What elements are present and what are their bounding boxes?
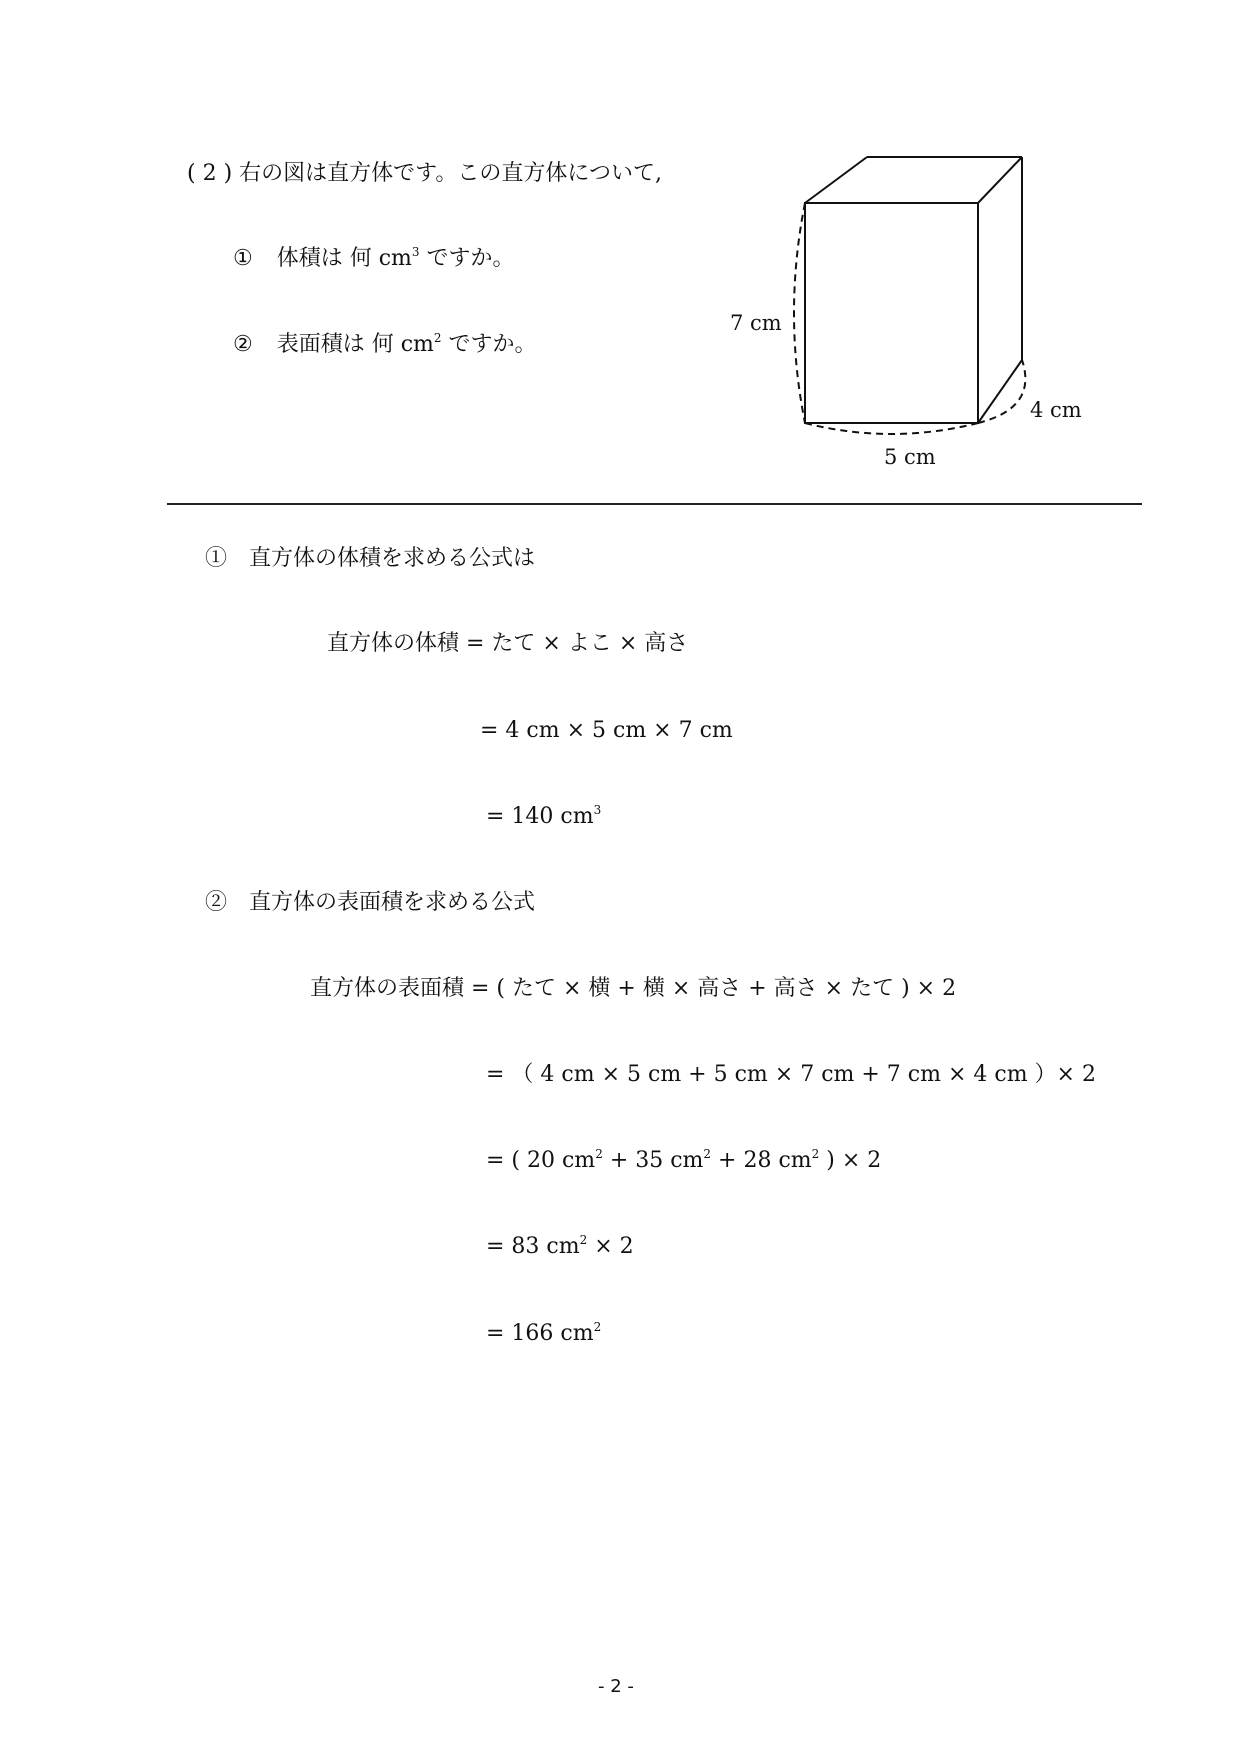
answer2-step3-part-a: = 83 cm	[486, 1234, 580, 1259]
cuboid-top-right-edge	[978, 157, 1022, 203]
height-label: 7 cm	[730, 311, 782, 335]
width-label: 5 cm	[884, 445, 936, 469]
answer2-step1: = （ 4 cm × 5 cm + 5 cm × 7 cm + 7 cm × 4 cm ）× 2	[486, 1062, 1096, 1087]
answer2-step2	[486, 1147, 881, 1175]
answer1-step1: = 4 cm × 5 cm × 7 cm	[480, 718, 733, 743]
answer1-result-text: = 140 cm	[486, 804, 594, 829]
answer2-result-text: = 166 cm	[486, 1321, 594, 1346]
question-item-2	[233, 331, 537, 359]
answer2-step2-part-c: + 28 cm	[711, 1148, 812, 1173]
answer2-step2-exp-b: 2	[703, 1147, 712, 1161]
question-text-1: 体積は 何 cm	[276, 246, 412, 271]
depth-label: 4 cm	[1030, 398, 1082, 422]
answer2-step2-part-a: = ( 20 cm	[486, 1148, 596, 1173]
section-divider	[167, 503, 1142, 505]
height-dimension-arc	[794, 203, 805, 423]
cuboid-figure	[720, 140, 1100, 485]
question-suffix-1: ですか。	[419, 246, 515, 271]
cuboid-bottom-right-edge	[978, 360, 1022, 423]
answer1-intro: ① 直方体の体積を求める公式は	[205, 546, 536, 571]
answer2-step2-part-b: + 35 cm	[602, 1148, 704, 1173]
answer1-result-exponent: 3	[593, 803, 602, 817]
width-dimension-arc	[805, 423, 978, 434]
question-text-2: 表面積は 何 cm	[276, 332, 434, 357]
cuboid-top-left-edge	[805, 157, 867, 203]
answer2-result	[486, 1320, 601, 1348]
answer2-result-exponent: 2	[593, 1320, 602, 1334]
answer2-step2-exp-a: 2	[595, 1147, 603, 1161]
question-header-text: ( 2 ) 右の図は直方体です。この直方体について,	[187, 161, 662, 186]
answer2-intro: ② 直方体の表面積を求める公式	[205, 890, 536, 915]
question-header	[187, 160, 662, 188]
answer2-step3-part-b: × 2	[587, 1234, 634, 1259]
question-marker-1: ①	[233, 246, 253, 271]
question-exponent-2: 2	[433, 331, 442, 345]
answer1-formula: 直方体の体積 = たて × よこ × 高さ	[327, 631, 689, 656]
page-number: - 2 -	[598, 1676, 634, 1697]
question-exponent-1: 3	[411, 245, 420, 259]
question-item-1	[233, 245, 515, 273]
question-suffix-2: ですか。	[441, 332, 537, 357]
answer2-step2-part-d: ) × 2	[819, 1148, 882, 1173]
answer1-result	[486, 803, 601, 831]
question-marker-2: ②	[233, 332, 253, 357]
answer2-step2-exp-c: 2	[811, 1147, 820, 1161]
answer2-formula: 直方体の表面積 = ( たて × 横 + 横 × 高さ + 高さ × たて ) × 2	[310, 976, 957, 1001]
answer2-step3	[486, 1233, 634, 1261]
cuboid-front-face	[805, 203, 978, 423]
answer2-step3-exp: 2	[579, 1233, 588, 1247]
